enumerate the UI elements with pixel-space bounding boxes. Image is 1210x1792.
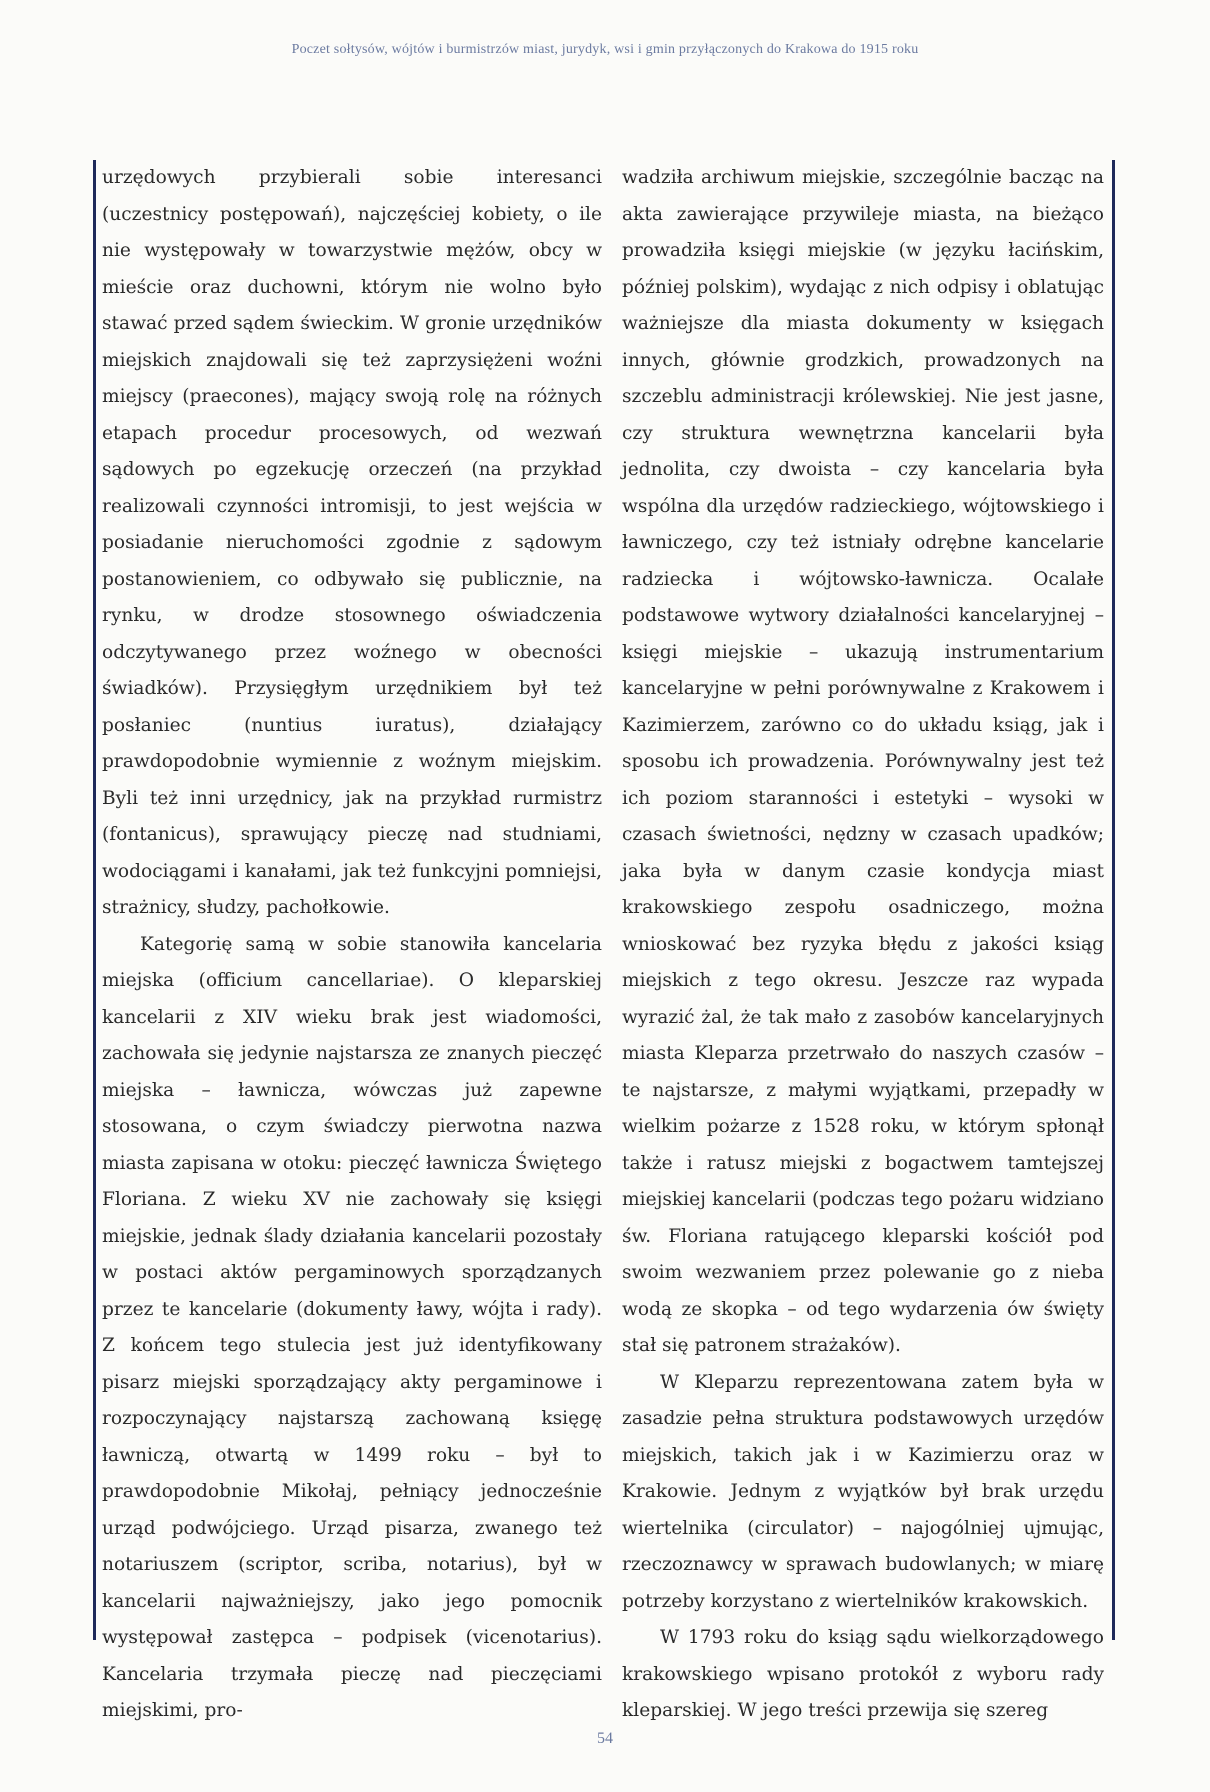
left-margin-rule (93, 160, 96, 1640)
right-margin-rule (1112, 160, 1115, 1640)
left-paragraph-1: urzędowych przybierali sobie interesanci (uczestnicy postępowań), najczęściej kobiety, o ile nie występowały w towarzystwie mężów, obcy w mieście oraz duchowni, którym nie wolno było stawać przed sądem świeckim. W gronie urzędników miejskich znajdowali się też zaprzysiężeni woźni miejscy (praecones), mający swoją rolę na różnych etapach procedur procesowych, od wezwań sądowych po egzekucję orzeczeń (na przykład realizowali czynności intromisji, to jest wejścia w posiadanie nieruchomości zgodnie z sądowym postanowieniem, co odbywało się publicznie, na rynku, w drodze stosownego oświadczenia odczytywanego przez woźnego w obecności świadków). Przysięgłym urzędnikiem był też posłaniec (nuntius iuratus), działający prawdopodobnie wymiennie z woźnym miejskim. Byli też inni urzędnicy, jak na przykład rurmistrz (fontanicus), sprawujący pieczę nad studniami, wodociągami i kanałami, jak też funkcyjni pomniejsi, strażnicy, słudzy, pachołkowie. (102, 167, 602, 918)
right-paragraph-1: wadziła archiwum miejskie, szczególnie bacząc na akta zawierające przywileje miasta, na bieżąco prowadziła księgi miejskie (w języku łacińskim, później polskim), wydając z nich odpisy i oblatując ważniejsze dla miasta dokumenty w księgach innych, głównie grodzkich, prowadzonych na szczeblu administracji królewskiej. Nie jest jasne, czy struktura wewnętrzna kancelarii była jednolita, czy dwoista – czy kancelaria była wspólna dla urzędów radzieckiego, wójtowskiego i ławniczego, czy też istniały odrębne kancelarie radziecka i wójtowsko-ławnicza. Ocalałe podstawowe wytwory działalności kancelaryjnej – księgi miejskie – ukazują instrumentarium kancelaryjne w pełni porównywalne z Krakowem i Kazimierzem, zarówno co do układu ksiąg, jak i sposobu ich prowadzenia. Porównywalny jest też ich poziom staranności i estetyki – wysoki w czasach świetności, nędzny w czasach upadków; jaka była w danym czasie kondycja miast krakowskiego zespołu osadniczego, można wnioskować bez ryzyka błędu z jakości ksiąg miejskich z tego okresu. Jeszcze raz wypada wyrazić żal, że tak mało z zasobów kancelaryjnych miasta Kleparza przetrwało do naszych czasów – te najstarsze, z małymi wyjątkami, przepadły w wielkim pożarze z 1528 roku, w którym spłonął także i ratusz miejski z bogactwem tamtejszej miejskiej kancelarii (podczas tego pożaru widziano św. Floriana ratującego kleparski kościół pod swoim wezwaniem przez polewanie go z nieba wodą ze skopka – od tego wydarzenia ów święty stał się patronem strażaków). (622, 167, 1104, 1356)
running-header: Poczet sołtysów, wójtów i burmistrzów miast, jurydyk, wsi i gmin przyłączonych do Krakowa do 1915 roku (291, 42, 919, 57)
right-paragraph-3: W 1793 roku do ksiąg sądu wielkorządowego krakowskiego wpisano protokół z wyboru rady kleparskiej. W jego treści przewija się szereg (622, 1627, 1104, 1721)
left-paragraph-2: Kategorię samą w sobie stanowiła kancelaria miejska (officium cancellariae). O kleparskiej kancelarii z XIV wieku brak jest wiadomości, zachowała się jedynie najstarsza ze znanych pieczęć miejska – ławnicza, wówczas już zapewne stosowana, o czym świadczy pierwotna nazwa miasta zapisana w otoku: pieczęć ławnicza Świętego Floriana. Z wieku XV nie zachowały się księgi miejskie, jednak ślady działania kancelarii pozostały w postaci aktów pergaminowych sporządzanych przez te kancelarie (dokumenty ławy, wójta i rady). Z końcem tego stulecia jest już identyfikowany pisarz miejski sporządzający akty pergaminowe i rozpoczynający najstarszą zachowaną księgę ławniczą, otwartą w 1499 roku – był to prawdopodobnie Mikołaj, pełniący jednocześnie urząd podwójciego. Urząd pisarza, zwanego też notariuszem (scriptor, scriba, notarius), był w kancelarii najważniejszy, jako jego pomocnik występował zastępca – podpisek (vicenotarius). Kancelaria trzymała pieczę nad pieczęciami miejskimi, pro- (102, 933, 602, 1721)
right-column (622, 160, 1104, 1730)
left-column (102, 160, 602, 1730)
right-paragraph-2: W Kleparzu reprezentowana zatem była w zasadzie pełna struktura podstawowych urzędów miejskich, takich jak i w Kazimierzu oraz w Krakowie. Jednym z wyjątków był brak urzędu wiertelnika (circulator) – najogólniej ujmując, rzeczoznawcy w sprawach budowlanych; w miarę potrzeby korzystano z wiertelników krakowskich. (622, 1371, 1104, 1612)
page-number: 54 (597, 1730, 613, 1747)
